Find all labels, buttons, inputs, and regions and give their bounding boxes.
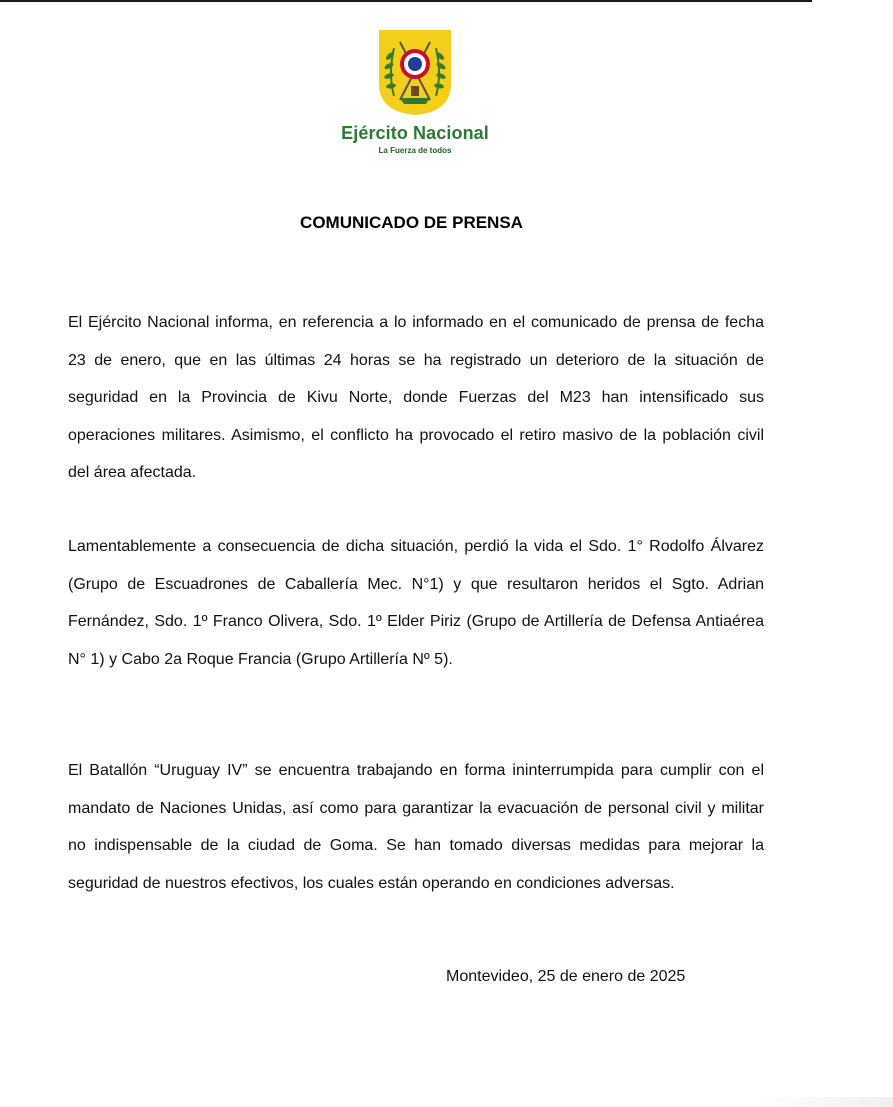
- document-title: COMUNICADO DE PRENSA: [300, 213, 523, 232]
- place-date-signoff: Montevideo, 25 de enero de 2025: [446, 968, 686, 985]
- top-divider: [0, 0, 812, 2]
- organization-tagline: La Fuerza de todos: [378, 146, 452, 155]
- organization-name: Ejército Nacional: [341, 123, 489, 143]
- paragraph-situation: El Ejército Nacional informa, en referencia a lo informado en el comunicado de prensa de fecha 23 de enero, que en las últimas 24 horas se ha registrado un deterioro de la situación de seguridad en la Provincia de Kivu Norte, donde Fuerzas del M23 han intensificado sus operaciones militares. Asimismo, el conflicto ha provocado el retiro masivo de la población civil del área afectada.: [68, 314, 764, 481]
- paragraph-casualties: Lamentablemente a consecuencia de dicha situación, perdió la vida el Sdo. 1° Rodolfo Álvarez (Grupo de Escuadrones de Caballería Mec. N°1) y que resultaron heridos el Sgto. Adrian Fernández, Sdo. 1º Franco Olivera, Sdo. 1º Elder Piriz (Grupo de Artillería de Defensa Antiaérea N° 1) y Cabo 2a Roque Francia (Grupo Artillería Nº 5).: [68, 538, 764, 668]
- page-edge-shadow: [755, 1097, 893, 1107]
- paragraph-battalion: El Batallón “Uruguay IV” se encuentra trabajando en forma ininterrumpida para cumplir con el mandato de Naciones Unidas, así como para garantizar la evacuación de personal civil y militar no indispensable de la ciudad de Goma. Se han tomado diversas medidas para mejorar la seguridad de nuestros efectivos, los cuales están operando en condiciones adversas.: [68, 762, 764, 892]
- ejercito-nacional-emblem-icon: [370, 26, 460, 118]
